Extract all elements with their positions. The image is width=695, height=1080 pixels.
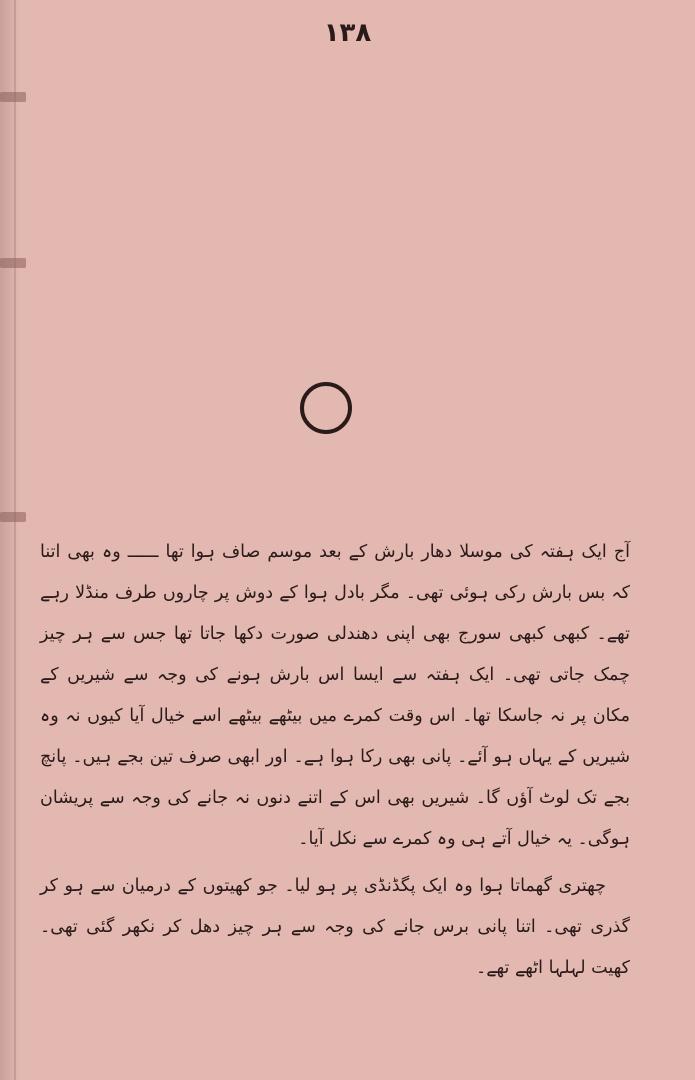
binding-hole <box>0 92 26 102</box>
spine-crease <box>14 0 16 1080</box>
circle-ornament-icon <box>300 382 352 434</box>
body-text <box>40 532 630 989</box>
page-spine <box>0 0 20 1080</box>
page-number: ۱۳۸ <box>323 18 372 48</box>
paragraph: آج ایک ہفتہ کی موسلا دھار بارش کے بعد موسم صاف ہوا تھا ــــــ وہ بھی اتنا کہ بس بارش رکی ہوئی تھی۔ مگر بادل ہوا کے دوش پر چاروں طرف منڈلا رہے تھے۔ کبھی کبھی سورج بھی اپنی دھندلی صورت دکھا جاتا تھا جس سے ہر چیز چمک جاتی تھی۔ ایک ہفتہ سے ایسا اس بارش ہونے کی وجہ سے شیریں کے مکان پر نہ جاسکا تھا۔ اس وقت کمرے میں بیٹھے بیٹھے اسے خیال آیا کیوں نہ وہ شیریں کے یہاں ہو آئے۔ پانی بھی رکا ہوا ہے۔ اور ابھی صرف تین بجے ہیں۔ پانچ بجے تک لوٹ آؤں گا۔ شیریں بھی اس کے اتنے دنوں نہ جانے کی وجہ سے پریشان ہوگی۔ یہ خیال آتے ہی وہ کمرے سے نکل آیا۔ <box>40 542 630 849</box>
binding-hole <box>0 258 26 268</box>
binding-hole <box>0 512 26 522</box>
paragraph: چھتری گھماتا ہوا وہ ایک پگڈنڈی پر ہو لیا۔ جو کھیتوں کے درمیان سے ہو کر گذری تھی۔ اتنا پانی برس جانے کی وجہ سے ہر چیز دھل کر نکھر گئی تھی۔ کھیت لہلہا اٹھے تھے۔ <box>40 876 630 978</box>
